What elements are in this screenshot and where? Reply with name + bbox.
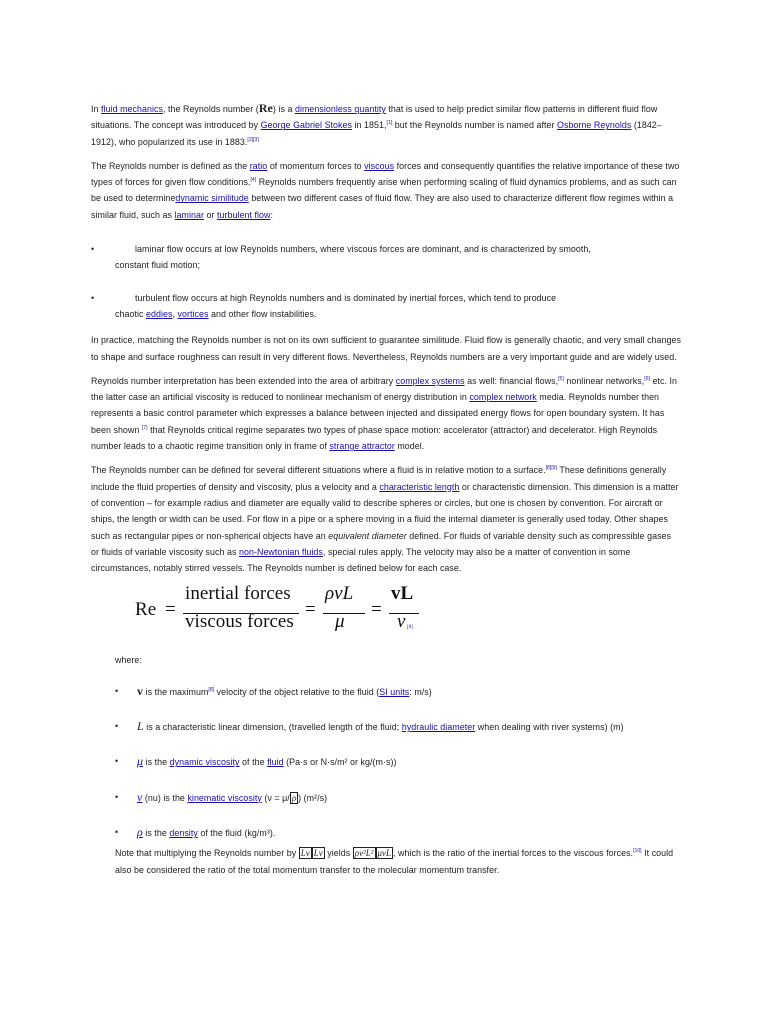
ref-2-3[interactable]: [2][3]	[247, 136, 259, 143]
text: (ν = μ/	[261, 792, 290, 803]
link-ratio[interactable]: ratio	[249, 160, 268, 171]
link-dynamic-viscosity[interactable]: dynamic viscosity	[169, 757, 240, 768]
formula-denominator-3: ν	[397, 611, 406, 633]
text: ) (m²/s)	[298, 792, 328, 803]
link-non-newtonian-fluids[interactable]: non-Newtonian fluids	[239, 546, 323, 557]
flow-regime-list	[91, 241, 681, 322]
bullet-icon: •	[115, 756, 119, 767]
text: defined. For fluids of variable density such as compressible gases or fluids of variable viscosity such as	[91, 530, 672, 557]
list-item	[115, 789, 681, 806]
text: turbulent flow occurs at high Reynolds numbers and is dominated by inertial forces, which tend to produce	[135, 292, 557, 303]
variable-list	[91, 683, 681, 841]
formula-box: ρv²L²	[354, 848, 374, 859]
link-mu-symbol[interactable]: μ	[137, 754, 144, 769]
formula-box: Lv	[313, 848, 323, 859]
note-paragraph	[91, 845, 681, 878]
article-body	[91, 100, 681, 886]
formula-equals: =	[371, 599, 382, 621]
formula-lhs: Re	[135, 599, 157, 621]
text: In	[91, 104, 102, 114]
formula-numerator-2: ρvL	[325, 583, 354, 605]
re-symbol: Re	[258, 101, 273, 115]
rho-box: ρ	[291, 792, 297, 803]
ref-1[interactable]: [1]	[386, 120, 393, 127]
text: :	[270, 209, 274, 220]
text: , special rules apply. The velocity may also be a matter of convention in some circumstances, notably stirred vessels. The Reynolds number is defined below for each case.	[91, 546, 631, 574]
ref-5[interactable]: [5]	[558, 375, 564, 382]
link-hydraulic-diameter[interactable]: hydraulic diameter	[401, 722, 476, 733]
text: etc. In the latter case an artificial viscosity is reduced to nonlinear mechanism of energy distribution in	[91, 375, 678, 403]
formula-equals: =	[165, 599, 176, 621]
ref-4[interactable]: [4]	[250, 177, 257, 184]
list-item	[115, 683, 681, 700]
formula-denominator-1: viscous forces	[185, 611, 294, 633]
link-osborne-reynolds[interactable]: Osborne Reynolds	[557, 120, 632, 131]
text: as well: financial flows,	[464, 375, 559, 386]
text: laminar flow occurs at low Reynolds numbers, where viscous forces are dominant, and is characterized by smooth,	[135, 244, 591, 255]
bullet-icon: •	[91, 292, 95, 303]
text: Note that multiplying the Reynolds number by	[115, 848, 299, 859]
ref-8-9[interactable]: [8][9]	[545, 465, 558, 472]
link-stokes[interactable]: George Gabriel Stokes	[260, 120, 352, 131]
text: or	[203, 209, 218, 220]
text: of momentum forces to	[267, 160, 365, 171]
text: (nu) is the	[142, 792, 188, 803]
text: of the fluid (kg/m³).	[197, 827, 276, 838]
text: (Pa·s or N·s/m² or kg/(m·s))	[283, 757, 397, 768]
formula-box: Lv	[300, 848, 310, 859]
link-dynamic-similitude[interactable]: dynamic similitude	[175, 193, 249, 204]
bullet-icon: •	[115, 721, 119, 732]
text: , the Reynolds number (	[162, 104, 259, 114]
link-fluid[interactable]: fluid	[267, 757, 284, 768]
text: is the	[143, 757, 170, 768]
link-complex-network[interactable]: complex network	[469, 392, 537, 403]
bullet-icon: •	[115, 826, 119, 837]
bullet-icon: •	[91, 244, 95, 255]
ref-6[interactable]: [6]	[644, 375, 650, 382]
text: nonlinear networks,	[563, 375, 645, 386]
link-turbulent-flow[interactable]: turbulent flow	[217, 209, 271, 220]
link-vortices[interactable]: vortices	[177, 308, 209, 319]
text: forces and consequently quantifies the relative importance of these two types of forces for given flow conditions.	[91, 160, 680, 188]
link-nu-symbol[interactable]: ν	[137, 789, 143, 804]
formula-numerator-1: inertial forces	[185, 583, 291, 605]
text: media. Reynolds number then represents a basic control parameter which expresses a balance between injected and dissipated energy flows for open boundary system. It has been shown	[91, 392, 665, 435]
where-label: where:	[115, 655, 142, 666]
practice-paragraph: In practice, matching the Reynolds number is not on its own sufficient to guarantee similitude. Fluid flow is generally chaotic, and very small changes to shape and surface roughness can result in very different flows. Nevertheless, Reynolds numbers are a very important guide and are widely used.	[91, 335, 681, 362]
text: of the	[239, 757, 268, 768]
bullet-icon: •	[115, 791, 119, 802]
text: but the Reynolds number is named after	[392, 120, 558, 131]
text: The Reynolds number is defined as the	[91, 160, 250, 171]
link-eddies[interactable]: eddies	[146, 308, 173, 319]
text: in 1851,	[352, 120, 387, 131]
definition-paragraph	[91, 158, 681, 223]
link-si-units[interactable]: SI units	[379, 686, 410, 697]
text: is the maximum	[143, 686, 209, 697]
text: is a characteristic linear dimension, (travelled length of the fluid;	[143, 722, 402, 733]
link-fluid-mechanics[interactable]: fluid mechanics	[101, 104, 163, 114]
text: These definitions generally include the fluid properties of density and viscosity, plus a velocity and a	[91, 465, 667, 492]
text: when dealing with river systems) (m)	[475, 722, 624, 733]
ref-10[interactable]: [10]	[633, 848, 642, 855]
text: It could also be considered the ratio of the total momentum transfer to the molecular momentum transfer.	[115, 848, 674, 875]
text: that is used to help predict similar flow patterns in different fluid flow situations. The concept was introduced by	[91, 104, 658, 131]
velocity-symbol: v	[137, 683, 144, 698]
situations-paragraph	[91, 462, 681, 576]
text: model.	[394, 441, 425, 452]
text: ,	[172, 308, 178, 319]
text: Reynolds number interpretation has been extended into the area of arbitrary	[91, 375, 396, 386]
formula-equals: =	[305, 599, 316, 621]
bullet-icon: •	[115, 685, 119, 696]
text: between two different cases of fluid flow. They are also used to characterize different flow regimes within a similar fluid, such as	[91, 193, 674, 220]
list-item	[115, 718, 681, 735]
link-density[interactable]: density	[169, 827, 198, 838]
text: or characteristic dimension. This dimension is a matter of convention – for example radius and diameter are equally valid to describe spheres or circles, but one is chosen by convention. For aircraft or ships, the length or width can be used. For flow in a pipe or a sphere moving in a fluid the internal diameter is generally used today. Other shapes such as rectangular pipes or non-spherical objects have an	[91, 481, 679, 541]
link-dimensionless-quantity[interactable]: dimensionless quantity	[294, 104, 386, 114]
length-symbol: L	[137, 719, 144, 734]
equivalent-diameter: equivalent diameter	[328, 530, 407, 541]
text: : m/s)	[409, 686, 432, 697]
ref-8[interactable]: [8]	[208, 686, 215, 693]
text: (1842–1912), who popularized its use in 1883.	[91, 120, 662, 147]
text: ) is a	[272, 104, 295, 114]
link-kinematic-viscosity[interactable]: kinematic viscosity	[187, 792, 262, 803]
list-item	[91, 290, 681, 323]
reynolds-formula: Re = inertial forces viscous forces = ρvL μ = vL ν [8]	[135, 582, 681, 646]
text: and other flow instabilities.	[208, 308, 317, 319]
list-item	[91, 241, 681, 274]
link-rho-symbol[interactable]: ρ	[137, 824, 143, 839]
list-item	[115, 753, 681, 770]
link-strange-attractor[interactable]: strange attractor	[329, 441, 395, 452]
formula-denominator-2: μ	[335, 611, 345, 633]
list-item	[115, 824, 681, 841]
text: velocity of the object relative to the fluid (	[214, 686, 380, 697]
text: is the	[142, 827, 170, 838]
link-viscous[interactable]: viscous	[364, 160, 395, 171]
link-complex-systems[interactable]: complex systems	[395, 375, 465, 386]
text: yields	[324, 848, 353, 859]
interpretation-paragraph	[91, 373, 681, 454]
link-laminar[interactable]: laminar	[174, 209, 204, 220]
text: that Reynolds critical regime separates two types of phase space motion: accelerator (attractor) and decelerator. High Reynolds number leads to a chaotic regime transition only in frame of	[91, 424, 658, 452]
ref-7[interactable]: [7]	[141, 424, 148, 431]
link-characteristic-length[interactable]: characteristic length	[379, 481, 460, 492]
text: chaotic	[115, 308, 146, 319]
formula-box: μvL	[377, 848, 391, 859]
text: Reynolds numbers frequently arise when performing scaling of fluid dynamics problems, and as such can be used to determine	[91, 177, 677, 204]
formula-numerator-3: vL	[391, 583, 414, 605]
text: , which is the ratio of the inertial forces to the viscous forces.	[393, 848, 634, 859]
text: The Reynolds number can be defined for several different situations where a fluid is in relative motion to a surface.	[91, 465, 546, 476]
intro-paragraph	[91, 100, 681, 150]
text: constant fluid motion;	[115, 260, 200, 271]
